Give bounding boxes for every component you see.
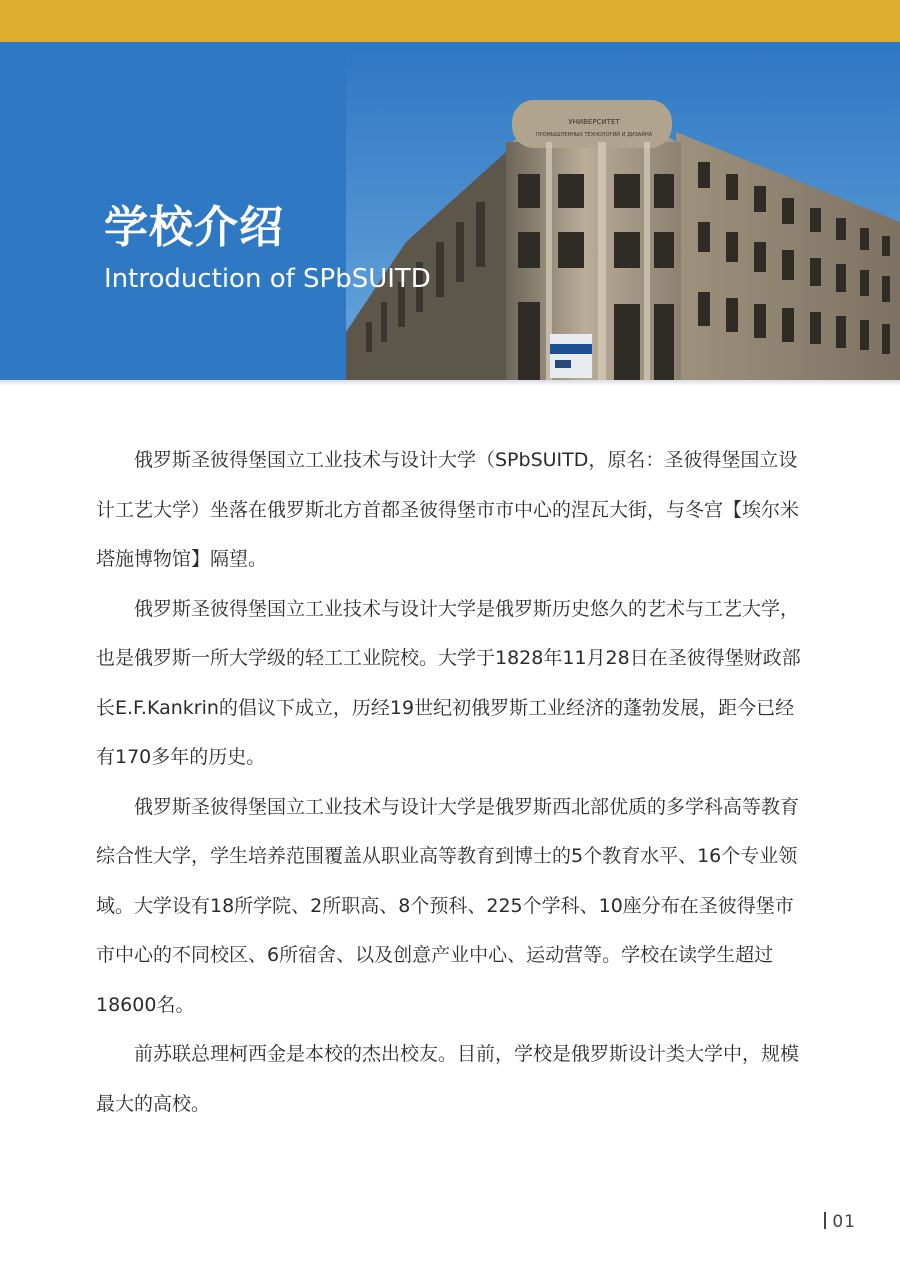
svg-text:УНИВЕРСИТЕТ: УНИВЕРСИТЕТ [568, 118, 620, 126]
university-building-photo [346, 42, 900, 380]
top-accent-bar [0, 0, 900, 42]
page-title: 学校介绍 [104, 202, 284, 253]
hero-bottom-fade [0, 380, 900, 386]
paragraph: 俄罗斯圣彼得堡国立工业技术与设计大学（SPbSUITD，原名：圣彼得堡国立设计工艺大学）坐落在俄罗斯北方首都圣彼得堡市市中心的涅瓦大街，与冬宫【埃尔米塔施博物馆】隔望。 [96, 449, 800, 570]
svg-text:ПРОМЫШЛЕННЫХ ТЕХНОЛОГИЙ И ДИЗА: ПРОМЫШЛЕННЫХ ТЕХНОЛОГИЙ И ДИЗАЙНА [535, 132, 653, 138]
paragraph: 前苏联总理柯西金是本校的杰出校友。目前，学校是俄罗斯设计类大学中，规模最大的高校。 [96, 1043, 800, 1115]
paragraph: 俄罗斯圣彼得堡国立工业技术与设计大学是俄罗斯西北部优质的多学科高等教育综合性大学，学生培养范围覆盖从职业高等教育到博士的5个教育水平、16个专业领域。大学设有18所学院、2所职高、8个预科、225个学科、10座分布在圣彼得堡市市中心的不同校区、6所宿舍、以及创意产业中心、运动营等。学校在读学生超过18600名。 [96, 795, 800, 1016]
page-number-divider [824, 1212, 826, 1229]
page-number-text: 01 [832, 1212, 856, 1232]
page-number [824, 1212, 856, 1232]
paragraph: 俄罗斯圣彼得堡国立工业技术与设计大学是俄罗斯历史悠久的艺术与工艺大学，也是俄罗斯一所大学级的轻工工业院校。大学于1828年11月28日在圣彼得堡财政部长E.F.Kankrin的倡议下成立，历经19世纪初俄罗斯工业经济的蓬勃发展，距今已经有170多年的历史。 [96, 597, 801, 768]
intro-body [96, 436, 806, 1129]
page-subtitle: Introduction of SPbSUITD [104, 264, 431, 294]
